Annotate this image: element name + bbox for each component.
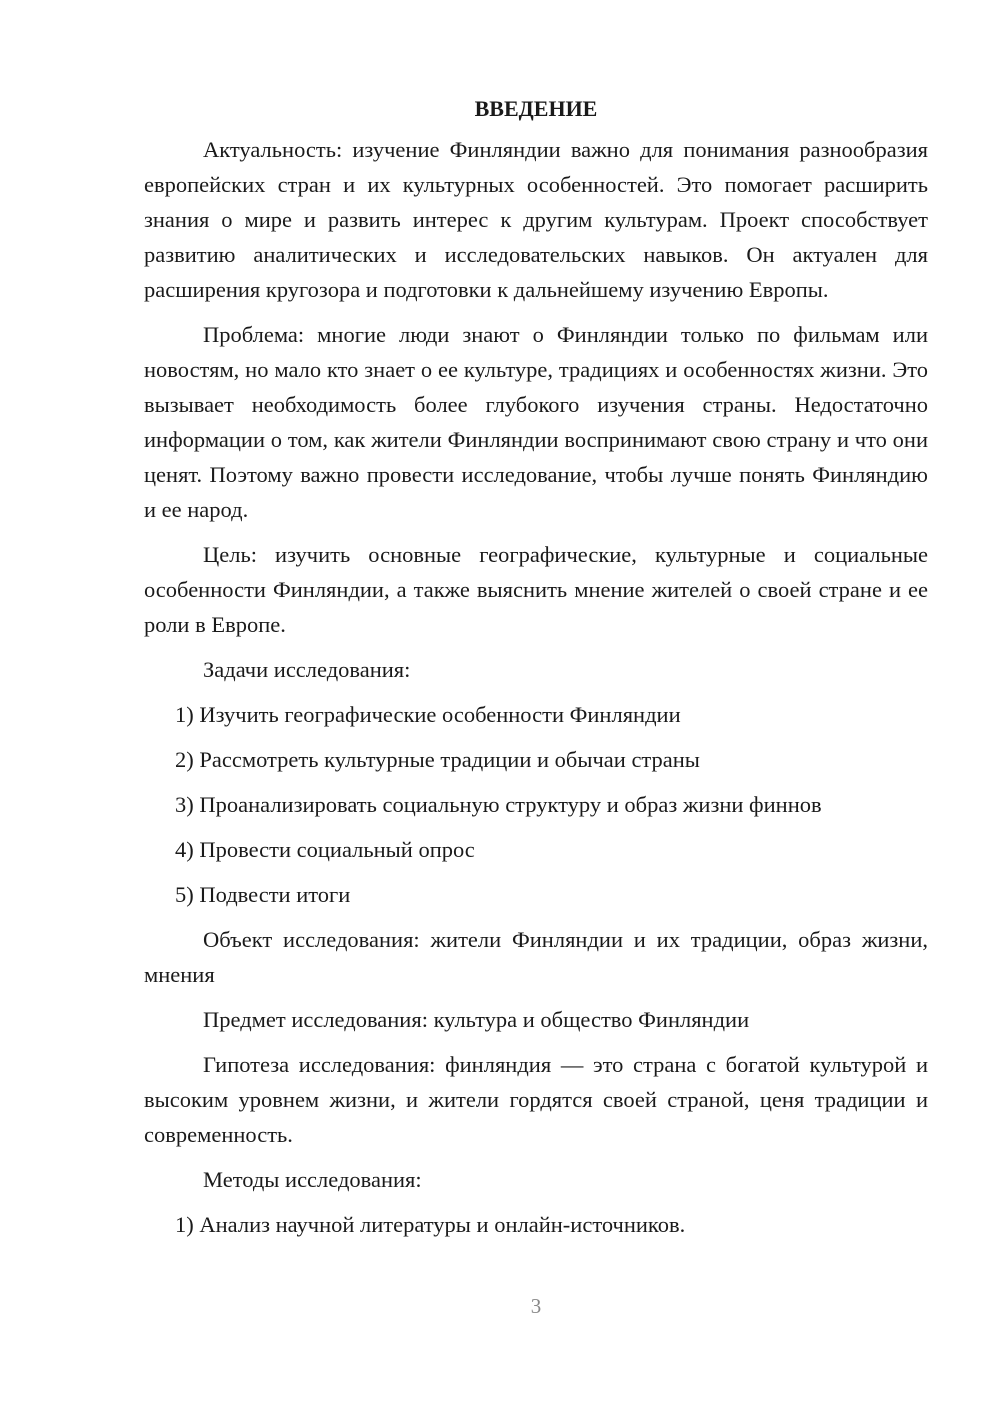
paragraph-goal: Цель: изучить основные географические, культурные и социальные особенности Финляндии, а также выяснить мнение жителей о своей стране и ее роли в Европе. xyxy=(144,542,928,637)
paragraph-object: Объект исследования: жители Финляндии и их традиции, образ жизни, мнения xyxy=(144,927,928,987)
paragraph-problem: Проблема: многие люди знают о Финляндии только по фильмам или новостям, но мало кто знает о ее культуре, традициях и особенностях жизни. Это вызывает необходимость более глубокого изучения страны. Недостаточно информации о том, как жители Финляндии воспринимают свою страну и что они ценят. Поэтому важно провести исследование, чтобы лучше понять Финляндию и ее народ. xyxy=(144,322,928,522)
paragraph-hypothesis: Гипотеза исследования: финляндия — это страна с богатой культурой и высоким уровнем жизни, и жители гордятся своей страной, ценя традиции и современность. xyxy=(144,1052,928,1147)
page-number: 3 xyxy=(530,1294,542,1318)
list-item: 4) Провести социальный опрос xyxy=(175,837,475,862)
tasks-list xyxy=(144,697,928,912)
list-item: 1) Анализ научной литературы и онлайн-источников. xyxy=(175,1212,686,1237)
tasks-heading: Задачи исследования: xyxy=(203,657,411,682)
methods-heading: Методы исследования: xyxy=(203,1167,422,1192)
list-item: 2) Рассмотреть культурные традиции и обычаи страны xyxy=(175,747,700,772)
paragraph-relevance: Актуальность: изучение Финляндии важно для понимания разнообразия европейских стран и их культурных особенностей. Это помогает расширить знания о мире и развить интерес к другим культурам. Проект способствует развитию аналитических и исследовательских навыков. Он актуален для расширения кругозора и подготовки к дальнейшему изучению Европы. xyxy=(144,137,928,302)
list-item: 5) Подвести итоги xyxy=(175,882,351,907)
list-item: 1) Изучить географические особенности Финляндии xyxy=(175,702,681,727)
methods-list xyxy=(144,1207,928,1242)
document-page xyxy=(144,92,928,1252)
paragraph-subject: Предмет исследования: культура и общество Финляндии xyxy=(203,1007,750,1032)
document-title: ВВЕДЕНИЕ xyxy=(474,96,598,121)
list-item: 3) Проанализировать социальную структуру и образ жизни финнов xyxy=(175,792,822,817)
